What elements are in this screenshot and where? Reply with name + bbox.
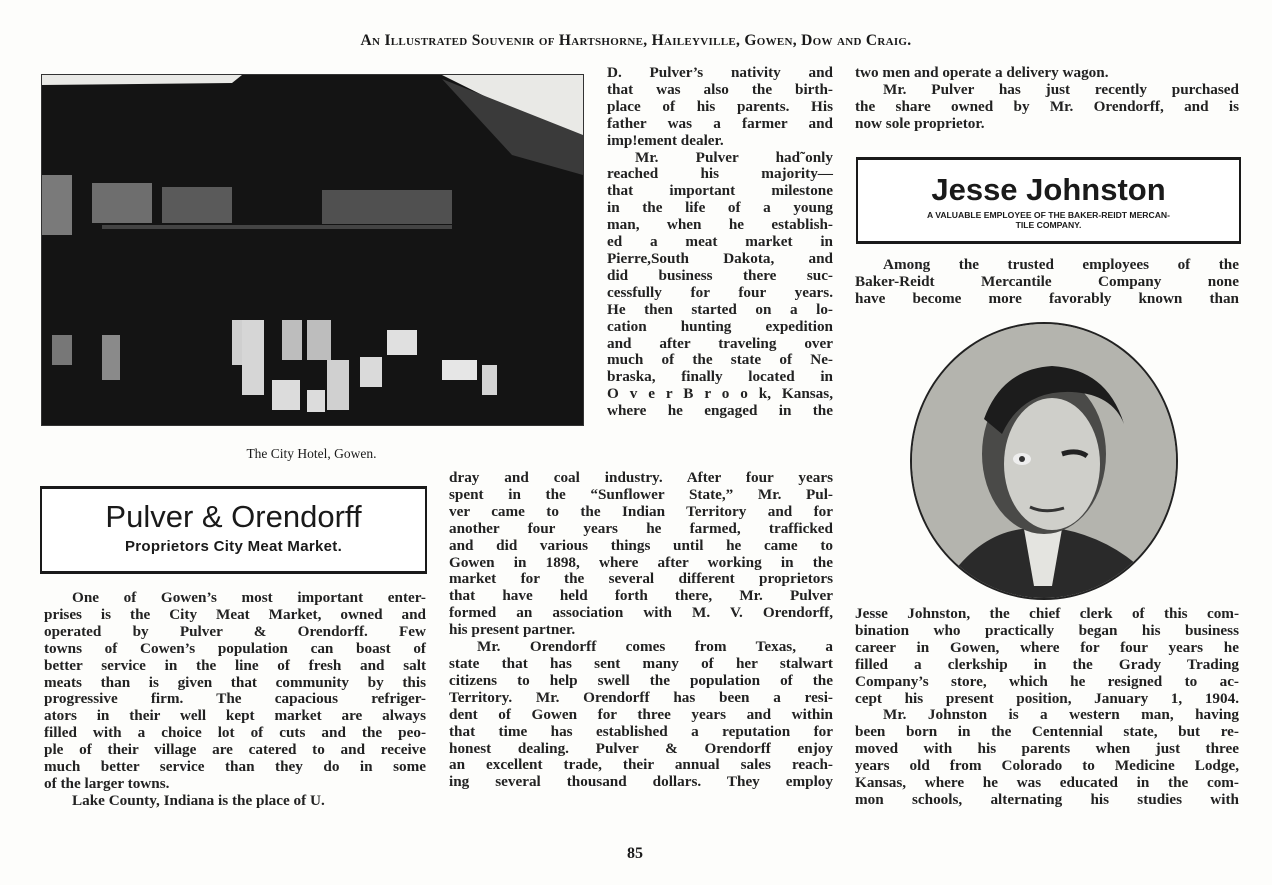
column-2-wide-text [449, 470, 833, 791]
text-line: Gowen in 1898, where after working in the [449, 553, 833, 571]
portrait-illustration [912, 324, 1176, 598]
running-head: An Illustrated Souvenir of Hartshorne, Haileyville, Gowen, Dow and Craig. [360, 32, 912, 49]
city-hotel-photo [41, 74, 584, 426]
text-line: citizens to help swell the population of the [449, 671, 833, 689]
text-line: Jesse Johnston, the chief clerk of this com- [855, 605, 1239, 622]
column-3-bottom-text [855, 606, 1239, 809]
text-line: Among the trusted employees of the [883, 256, 1239, 273]
text-line: filled with a choice lot of cuts and the peo- [44, 724, 426, 742]
text-line: reached his majority— [607, 165, 833, 183]
text-line: better service in the line of fresh and salt [44, 656, 426, 674]
text-line: much better service than they do in some [44, 758, 426, 776]
text-line: Mr. Johnston is a western man, having [883, 706, 1239, 724]
text-line: did business there suc- [607, 266, 833, 284]
text-line: been born in the Centennial state, but re- [855, 723, 1239, 741]
jesse-johnston-title: Jesse Johnston [931, 172, 1166, 207]
text-line: meats than is given that community by this [44, 673, 426, 691]
text-line: that important milestone [607, 182, 833, 200]
column-1-text [44, 590, 426, 810]
text-line: where he engaged in the [607, 402, 833, 420]
text-line: Baker-Reidt Mercantile Company none [855, 272, 1239, 290]
text-line: cept his present position, January 1, 1904. [855, 689, 1239, 707]
text-line: now sole proprietor. [855, 114, 985, 132]
text-line: ed a meat market in [607, 233, 833, 251]
text-line: Lake County, Indiana is the place of U. [72, 791, 325, 809]
text-line: D. Pulver’s nativity and [607, 64, 833, 81]
jesse-johnston-portrait [910, 322, 1178, 600]
text-line: another four years he farmed, trafficked [449, 519, 833, 537]
text-line: place of his parents. His [607, 97, 833, 115]
hotel-illustration [42, 75, 583, 425]
text-line: One of Gowen’s most important enter- [72, 589, 426, 606]
text-line: the share owned by Mr. Orendorff, and is [855, 97, 1239, 115]
text-line: honest dealing. Pulver & Orendorff enjoy [449, 739, 833, 757]
column-3-mid-text [855, 257, 1239, 308]
text-line: his present partner. [449, 621, 576, 639]
text-line: state that has sent many of her stalwart [449, 654, 833, 672]
text-line: prises is the City Meat Market, owned and [44, 605, 426, 623]
text-line: formed an association with M. V. Orendorff, [449, 604, 833, 622]
text-line: Mr. Pulver had˜only [635, 148, 833, 166]
text-line: market for the several different proprietors [449, 570, 833, 588]
text-line: Company’s store, which he resigned to ac- [855, 672, 1239, 690]
text-line: Territory. Mr. Orendorff has been a resi- [449, 688, 833, 706]
text-line: Kansas, where he was educated in the com- [855, 774, 1239, 792]
photo-caption: The City Hotel, Gowen. [246, 446, 377, 461]
column-3-top-text [855, 65, 1239, 133]
text-line: operated by Pulver & Orendorff. Few [44, 622, 426, 640]
pulver-orendorff-subtitle: Proprietors City Meat Market. [124, 538, 343, 555]
text-line: imp!ement dealer. [607, 131, 724, 149]
text-line: mon schools, alternating his studies with [855, 790, 1239, 808]
text-line: of the larger towns. [44, 774, 170, 792]
text-line: in the life of a young [607, 199, 833, 217]
jesse-johnston-heading-box [856, 157, 1241, 244]
text-line: father was a farmer and [607, 114, 833, 132]
text-line: dray and coal industry. After four years [449, 469, 833, 486]
pulver-orendorff-title: Pulver & Orendorff [105, 499, 362, 534]
jesse-johnston-subtitle-line-1: A VALUABLE EMPLOYEE OF THE BAKER-REIDT MERCAN- [926, 210, 1170, 220]
text-line: ators in their well kept market are always [44, 707, 426, 725]
text-line: cessfully for four years. [607, 283, 833, 301]
jesse-johnston-subtitle-line-2: TILE COMPANY. [1015, 220, 1082, 230]
text-line: progressive firm. The capacious refriger- [44, 690, 426, 708]
text-line: that was also the birth- [607, 80, 833, 98]
text-line: two men and operate a delivery wagon. [855, 64, 1109, 81]
text-line: bination who practically began his business [855, 621, 1239, 639]
text-line: man, when he establish- [607, 216, 833, 234]
text-line: and after traveling over [607, 334, 833, 352]
text-line: towns of Cowen’s population can boast of [44, 639, 426, 657]
text-line: braska, finally located in [607, 368, 833, 386]
text-line: moved with his parents when just three [855, 740, 1239, 758]
text-line: Mr. Pulver has just recently purchased [883, 80, 1239, 98]
text-line: have become more favorably known than [855, 289, 1239, 307]
page-number: 85 [627, 845, 643, 862]
text-line: dent of Gowen for three years and within [449, 705, 833, 723]
text-line: He then started on a lo- [607, 300, 833, 318]
pulver-orendorff-heading-box [40, 486, 427, 574]
text-line: years old from Colorado to Medicine Lodge, [855, 757, 1239, 775]
text-line: ple of their village are catered to and receive [44, 741, 426, 759]
text-line: much of the state of Ne- [607, 351, 833, 369]
text-line: filled a clerkship in the Grady Trading [855, 655, 1239, 673]
text-line: ver came to the Indian Territory and for [449, 502, 833, 520]
text-line: Mr. Orendorff comes from Texas, a [477, 638, 833, 656]
text-line: spent in the “Sunflower State,” Mr. Pul- [449, 485, 833, 503]
column-2-narrow-text [607, 65, 833, 420]
text-line: an excellent trade, their annual sales reach- [449, 756, 833, 774]
text-line: career in Gowen, where for four years he [855, 638, 1239, 656]
text-line: that time has established a reputation for [449, 722, 833, 740]
text-line: Pierre,South Dakota, and [607, 249, 833, 267]
text-line: O v e r B r o o k, Kansas, [607, 385, 833, 403]
text-line: that have held forth there, Mr. Pulver [449, 587, 833, 605]
text-line: and did various things until he came to [449, 536, 833, 554]
text-line: cation hunting expedition [607, 317, 833, 335]
text-line: ing several thousand dollars. They employ [449, 773, 833, 791]
